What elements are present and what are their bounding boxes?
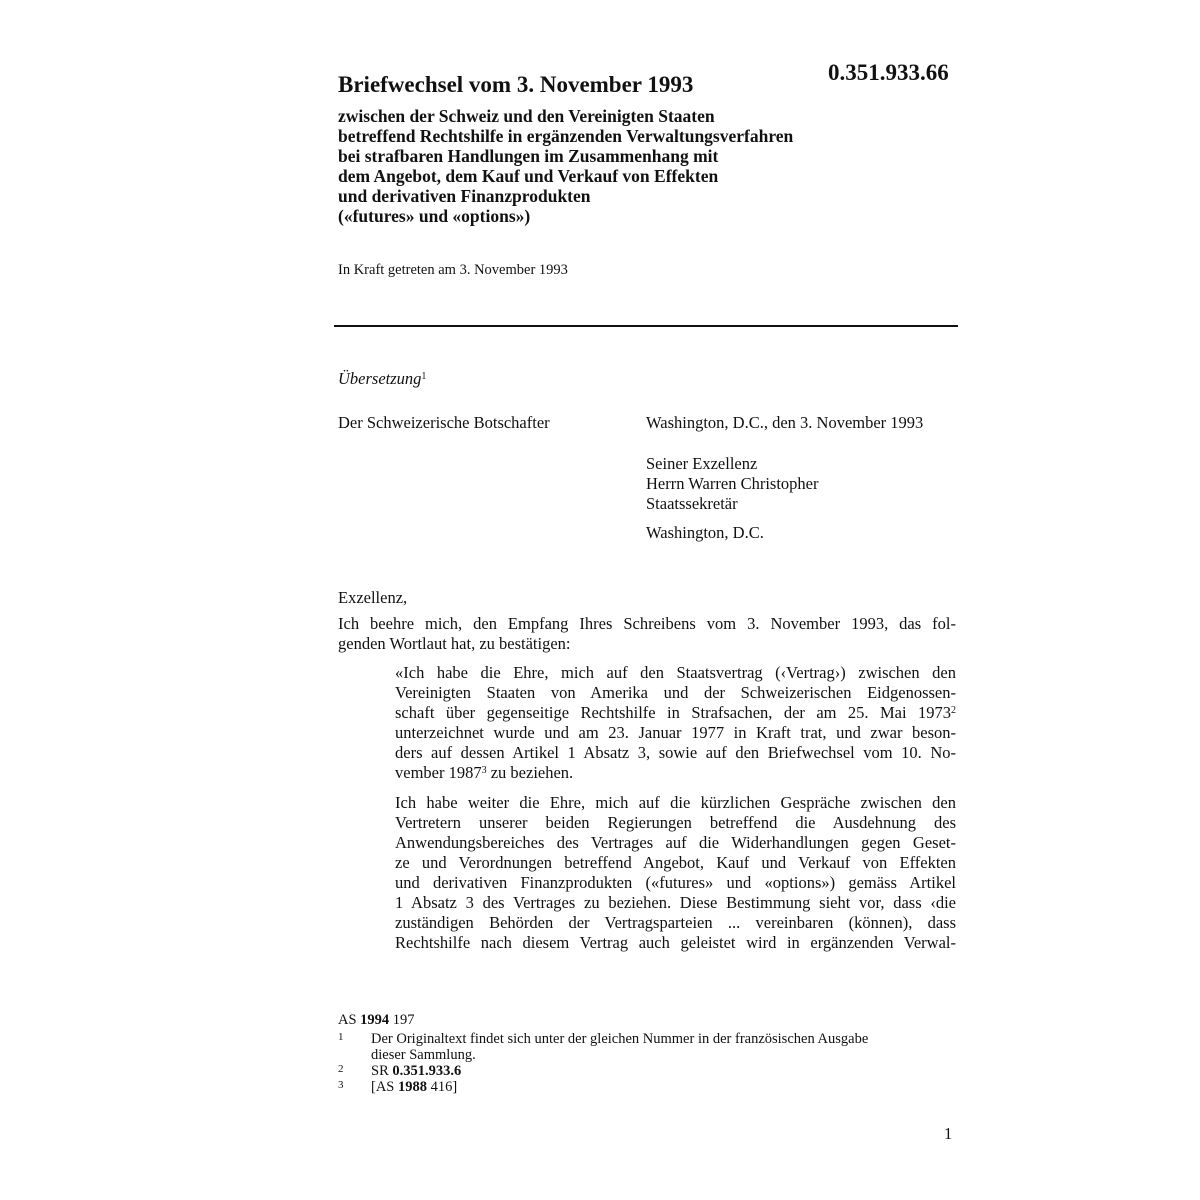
subtitle-line: zwischen der Schweiz und den Vereinigten Staaten: [338, 106, 715, 126]
document-title: Briefwechsel vom 3. November 1993: [338, 72, 694, 97]
horizontal-rule: [334, 325, 958, 327]
subtitle-line: («futures» und «options»): [338, 206, 531, 226]
sender: Der Schweizerische Botschafter: [338, 413, 550, 432]
as-prefix: AS: [338, 1012, 361, 1028]
page-number: 1: [944, 1124, 953, 1143]
subtitle-line: betreffend Rechtshilfe in ergänzenden Verwaltungsverfahren: [338, 126, 794, 146]
footnotes: [338, 1012, 938, 1095]
translation-label: Übersetzung: [338, 369, 422, 388]
footnote-ref-1[interactable]: 1: [421, 371, 427, 382]
sr-number: 0.351.933.66: [828, 60, 949, 85]
addressee-line: Staatssekretär: [646, 494, 738, 513]
paragraph-line: [395, 763, 956, 783]
subtitle-line: und derivativen Finanzprodukten: [338, 186, 591, 206]
footnote-number: 3: [338, 1079, 344, 1091]
footnote-ref-3[interactable]: 3: [481, 765, 487, 776]
line-text: zu beziehen.: [486, 763, 574, 782]
footnote-3: [338, 1079, 938, 1095]
addressee-line: Seiner Exzellenz: [646, 454, 758, 473]
footnote-text: SR: [371, 1063, 393, 1079]
addressee-city: Washington, D.C.: [646, 523, 764, 542]
line-text: vember 1987: [395, 763, 482, 782]
paragraph-line: Anwendungsbereiches des Vertrages auf die Widerhandlungen gegen Geset-: [395, 833, 956, 852]
quoted-paragraph-1: [395, 663, 956, 783]
paragraph-line: und derivativen Finanzprodukten («futures» und «options») gemäss Artikel: [395, 873, 956, 892]
footnote-2: [338, 1063, 938, 1079]
footnote-text: Der Originaltext findet sich unter der gleichen Nummer in der französischen Ausgabe: [371, 1031, 869, 1047]
addressee: [646, 454, 818, 514]
addressee-line: Herrn Warren Christopher: [646, 474, 819, 493]
as-reference: [338, 1012, 938, 1028]
paragraph-line: Ich beehre mich, den Empfang Ihres Schreibens vom 3. November 1993, das fol-: [338, 614, 956, 633]
paragraph-line: Ich habe weiter die Ehre, mich auf die kürzlichen Gespräche zwischen den: [395, 793, 956, 812]
paragraph-line: [395, 703, 956, 723]
paragraph-line: Vereinigten Staaten von Amerika und der Schweizerischen Eidgenossen-: [395, 683, 956, 702]
subtitle-line: dem Angebot, dem Kauf und Verkauf von Effekten: [338, 166, 719, 186]
paragraph-line: zuständigen Behörden der Vertragsparteien ... vereinbaren (können), dass: [395, 913, 956, 932]
intro-paragraph: [338, 614, 956, 654]
subtitle-line: bei strafbaren Handlungen im Zusammenhang mit: [338, 146, 719, 166]
paragraph-line: ze und Verordnungen betreffend Angebot, Kauf und Verkauf von Effekten: [395, 853, 956, 872]
footnote-as-year: 1988: [398, 1079, 427, 1095]
footnote-sr-number: 0.351.933.6: [392, 1063, 462, 1079]
paragraph-line: Vertretern unserer beiden Regierungen betreffend die Ausdehnung des: [395, 813, 956, 832]
salutation: Exzellenz,: [338, 588, 408, 607]
document-subtitle: [338, 106, 898, 226]
paragraph-line: ders auf dessen Artikel 1 Absatz 3, sowie auf den Briefwechsel vom 10. No-: [395, 743, 956, 762]
as-year: 1994: [360, 1012, 390, 1028]
paragraph-line: unterzeichnet wurde und am 23. Januar 1977 in Kraft trat, und zwar beson-: [395, 723, 956, 742]
footnote-text: 416]: [427, 1079, 458, 1095]
in-kraft-date: In Kraft getreten am 3. November 1993: [338, 262, 568, 278]
footnote-ref-2[interactable]: 2: [951, 705, 956, 716]
translation-note: [338, 369, 426, 389]
footnote-number: 1: [338, 1031, 344, 1043]
footnote-1: [338, 1031, 938, 1063]
quoted-paragraph-2: [395, 793, 956, 953]
as-page: 197: [389, 1012, 415, 1028]
paragraph-line: Rechtshilfe nach diesem Vertrag auch geleistet wird in ergänzenden Verwal-: [395, 933, 956, 952]
footnote-text: dieser Sammlung.: [371, 1047, 476, 1063]
footnote-text: [AS: [371, 1079, 398, 1095]
paragraph-line: 1 Absatz 3 des Vertrages zu beziehen. Diese Bestimmung sieht vor, dass ‹die: [395, 893, 956, 912]
paragraph-line: genden Wortlaut hat, zu bestätigen:: [338, 634, 571, 653]
footnote-number: 2: [338, 1063, 344, 1075]
paragraph-line: «Ich habe die Ehre, mich auf den Staatsvertrag (‹Vertrag›) zwischen den: [395, 663, 956, 682]
line-text: schaft über gegenseitige Rechtshilfe in Strafsachen, der am 25. Mai 1973: [395, 703, 951, 722]
place-date: Washington, D.C., den 3. November 1993: [646, 413, 924, 432]
